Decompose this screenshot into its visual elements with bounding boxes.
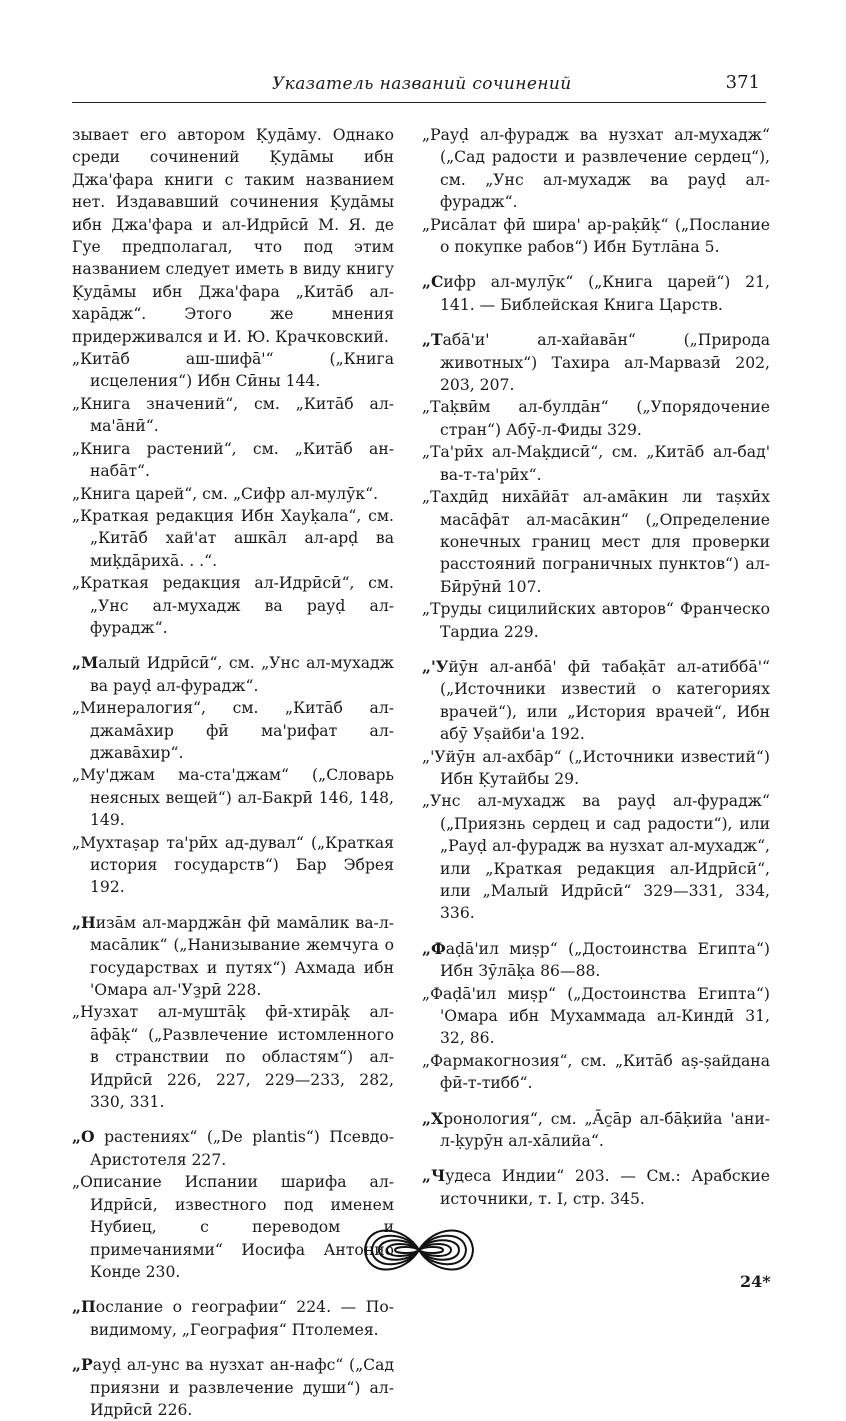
entry-text: „Тахдӣд нихāйāт ал-амāкин ли таṣхӣх масāфāт ал-масāкин“ („Определение конечных границ мест для проверки расстояний пограничных пунктов“) ал-Бӣрӯнӣ 107. <box>422 488 770 596</box>
entry-text: „'Уйӯн ал-ахбāр“ („Источники известий“) Ибн Ḳутайбы 29. <box>422 747 770 788</box>
index-entry <box>422 271 770 316</box>
index-entry <box>72 1354 394 1421</box>
index-entry <box>72 1296 394 1341</box>
entry-text: „Мухтаṣар та'рӣх ад-дувал“ („Краткая история государств“) Бар Эбрея 192. <box>72 833 394 897</box>
index-entry <box>72 348 394 393</box>
index-entry <box>72 697 394 764</box>
entry-text: „Труды сицилийских авторов“ Франческо Тардиа 229. <box>422 600 770 641</box>
index-entry <box>72 832 394 899</box>
running-title: Указатель названий сочинений <box>272 74 572 94</box>
index-entry <box>72 1171 394 1283</box>
index-entry <box>72 1001 394 1113</box>
index-entry <box>422 214 770 259</box>
entry-initial: „Ч <box>422 1166 446 1186</box>
index-entry <box>422 790 770 924</box>
entry-text: „Фаḍā'ил миṣр“ („Достоинства Египта“) 'Омара ибн Мухаммада ал-Киндӣ 31, 32, 86. <box>422 984 770 1048</box>
entry-text: „Китāб аш-шифā'“ („Книга исцеления“) Ибн Сӣны 144. <box>72 350 394 391</box>
entry-text: растениях“ („De plantis“) Псевдо-Аристотеля 227. <box>90 1128 394 1169</box>
entry-text: удеса Индии“ 203. — См.: Арабские источники, т. I, стр. 345. <box>440 1167 770 1208</box>
entry-text: „Книга значений“, см. „Китāб ал-ма'āнӣ“. <box>72 394 394 436</box>
entry-initial: „Т <box>422 330 443 350</box>
entry-text: изāм ал-марджāн фӣ мамāлик ва-л-масāлик“ („Нанизывание жемчуга о государствах и путях“) Ахмада ибн 'Омара ал-'Уз̱рӣ 228. <box>90 913 394 1000</box>
index-entry <box>422 1050 770 1095</box>
entry-text: ауḍ ал-унс ва нузхат ан-нафс“ („Сад приязни и развлечение души“) ал-Идрӣсӣ 226. <box>90 1356 394 1419</box>
entry-text: аḍā'ил миṣр“ („Достоинства Египта“) Ибн Зӯлāḳа 86—88. <box>440 939 770 981</box>
index-entry <box>72 438 394 483</box>
index-entry <box>72 505 394 572</box>
index-entry <box>422 1108 770 1153</box>
left-column <box>72 124 394 1421</box>
entry-initial: „Х <box>422 1108 444 1128</box>
entry-text: алый Идрӣсӣ“, см. „Унс ал-мухадж ва рауḍ ал-фурадж“. <box>90 654 394 695</box>
entry-text: „Рауḍ ал-фурадж ва нузхат ал-мухадж“ („Сад радости и развлечение сердец“), см. „Унс ал-мухадж ва рауḍ ал-фурадж“. <box>422 126 770 212</box>
index-entry <box>422 441 770 486</box>
entry-initial: „П <box>72 1297 96 1317</box>
index-entry <box>422 983 770 1050</box>
index-entry <box>422 598 770 643</box>
entry-initial: „Р <box>72 1355 93 1375</box>
entry-text: „Унс ал-мухадж ва рауḍ ал-фурадж“ („Приязнь сердец и сад радости“), или „Рауḍ ал-фурадж ва нузхат ал-мухадж“, или „Краткая редакция ал-Идрӣсӣ“, или „Малый Идрӣсӣ“ 329—331, 334, 336. <box>422 792 770 923</box>
entry-text: ифр ал-мулӯк“ („Книга царей“) 21, 141. — Библейская Книга Царств. <box>440 273 770 314</box>
entry-text: „Книга царей“, см. „Сифр ал-мулӯк“. <box>72 484 379 503</box>
entry-text: абā'и' ал-хайавāн“ („Природа животных“) Тахира ал-Марвазӣ 202, 203, 207. <box>440 331 770 395</box>
index-entry <box>422 124 770 214</box>
index-entry <box>72 912 394 1002</box>
entry-initial: „С <box>422 272 444 292</box>
entry-text: „Рисāлат фӣ шира' ар-раḳӣḳ“ („Послание о покупке рабов“) Ибн Бутлāна 5. <box>422 215 770 257</box>
entry-initial: „Ф <box>422 938 446 958</box>
index-entry <box>72 764 394 831</box>
entry-text: „Нузхат ал-муштāḳ фӣ-хтирāḳ ал-āфāḳ“ („Развлечение истомленного в странствии по областям“) ал-Идрӣсӣ 226, 227, 229—233, 282, 330, 331. <box>72 1003 394 1112</box>
entry-initial: „Н <box>72 912 96 932</box>
index-entry <box>422 329 770 396</box>
index-entry <box>422 938 770 983</box>
page-number: 371 <box>725 72 760 93</box>
infinity-ornament-icon <box>357 1210 481 1290</box>
entry-text: „Му'джам ма-ста'джам“ („Словарь неясных вещей“) ал-Бакрӣ 146, 148, 149. <box>72 766 394 830</box>
entry-text: „Краткая редакция Ибн Хауḳала“, см. „Китāб хай'ат ашкāл ал-арḍ ва миḳдāрихā. . .“. <box>72 506 394 570</box>
index-entry <box>422 486 770 598</box>
index-entry <box>72 572 394 639</box>
index-entry <box>72 124 394 348</box>
entry-text: ослание о географии“ 224. — По-видимому, „География“ Птолемея. <box>90 1298 394 1339</box>
entry-text: ронология“, см. „Āс̱āр ал-бāḳийа 'ани-л-ḳурӯн ал-хāлийа“. <box>440 1109 770 1151</box>
entry-text: „Минералогия“, см. „Китāб ал-джамāхир фӣ ма'рифат ал-джавāхир“. <box>72 699 394 762</box>
index-entry <box>422 396 770 441</box>
index-entry <box>422 1165 770 1210</box>
index-entry <box>72 393 394 438</box>
entry-text: „Та'рӣх ал-Маḳдисӣ“, см. „Китāб ал-бад' ва-т-та'рӣх“. <box>422 443 770 484</box>
entry-text: йӯн ал-анбā' фӣ табаḳāт ал-атиббā'“ („Источники известий о категориях врачей“), или „История врачей“, Ибн абӯ Уṣайби'а 192. <box>440 657 770 744</box>
entry-initial: „'У <box>422 656 449 676</box>
index-entry <box>422 656 770 746</box>
signature-mark: 24* <box>740 1272 771 1291</box>
index-entry <box>72 1126 394 1171</box>
index-entry <box>422 746 770 791</box>
running-head <box>72 72 766 103</box>
entry-text: зывает его автором Ḳудāму. Однако среди сочинений Ḳудāмы ибн Джа'фара книги с таким названием нет. Издававший сочинения Ḳудāмы ибн Джа'фара и ал-Идрӣсӣ М. Я. де Гуе предполагал, что под этим названием следует иметь в виду книгу Ḳудāмы ибн Джа'фара „Китāб ал-харāдж“. Этого же мнения придерживался и И. Ю. Крачковский. <box>72 126 394 346</box>
entry-text: „Книга растений“, см. „Китāб ан-набāт“. <box>72 439 394 481</box>
entry-initial: „М <box>72 653 99 673</box>
entry-text: „Краткая редакция ал-Идрӣсӣ“, см. „Унс ал-мухадж ва рауḍ ал-фурадж“. <box>72 574 394 637</box>
right-column <box>422 124 770 1210</box>
index-entry <box>72 652 394 697</box>
entry-text: „Фармакогнозия“, см. „Китāб аṣ-ṣайдана фӣ-т-тибб“. <box>422 1051 770 1093</box>
entry-text: „Таḳвӣм ал-булдāн“ („Упорядочение стран“) Абӯ-л-Фиды 329. <box>422 398 770 439</box>
entry-text: „Описание Испании шарифа ал-Идрӣсӣ, известного под именем Нубиец, с переводом и примечаниями“ Иосифа Антонио Конде 230. <box>72 1173 394 1281</box>
entry-initial: „О <box>72 1127 95 1147</box>
index-entry <box>72 483 394 505</box>
